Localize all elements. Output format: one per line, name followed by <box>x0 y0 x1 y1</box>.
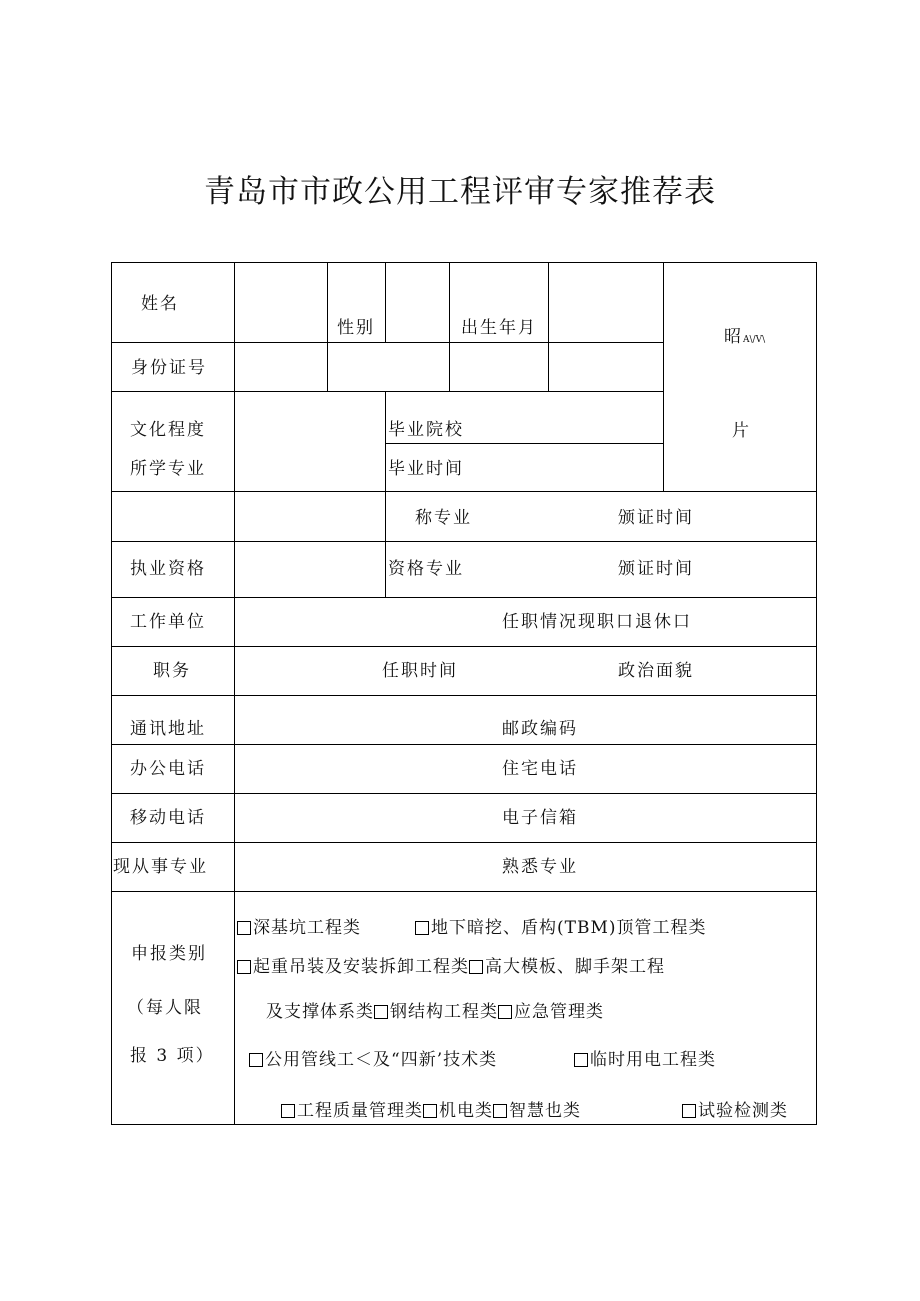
row-line <box>111 342 664 343</box>
label-limit-1: （每人限 <box>127 998 203 1018</box>
row-line <box>111 541 817 542</box>
row-line <box>111 842 817 843</box>
row-line <box>111 744 817 745</box>
category-label: 钢结构工程类 <box>390 1002 498 1022</box>
label-birth: 出生年月 <box>461 318 537 338</box>
category-label: 高大模板、脚手架工程 <box>485 957 665 977</box>
category-label: 起重吊装及安装拆卸工程类 <box>253 957 469 977</box>
category-line-5 <box>281 1101 581 1121</box>
label-postcode: 邮政编码 <box>502 719 578 739</box>
label-political: 政治面貌 <box>618 661 694 681</box>
checkbox[interactable] <box>237 960 251 974</box>
col-line <box>385 262 386 342</box>
row-line <box>385 443 664 444</box>
checkbox[interactable] <box>237 921 251 935</box>
table-border-bottom <box>111 1124 817 1125</box>
label-education: 文化程度 <box>130 420 206 440</box>
checkbox[interactable] <box>493 1104 507 1118</box>
row-line <box>111 793 817 794</box>
category-line-1 <box>237 918 361 938</box>
checkbox[interactable] <box>415 921 429 935</box>
checkbox[interactable] <box>374 1005 388 1019</box>
checkbox[interactable] <box>423 1104 437 1118</box>
label-office-phone: 办公电话 <box>130 759 206 779</box>
page-title: 青岛市市政公用工程评审专家推荐表 <box>204 174 716 210</box>
row-line <box>111 597 817 598</box>
col-line <box>234 262 235 1125</box>
label-employer: 工作单位 <box>130 612 206 632</box>
checkbox[interactable] <box>249 1053 263 1067</box>
col-line <box>385 391 386 597</box>
label-title-major: 称专业 <box>415 508 472 528</box>
label-home-phone: 住宅电话 <box>502 759 578 779</box>
row-line <box>111 391 664 392</box>
table-border-top <box>111 262 817 263</box>
checkbox[interactable] <box>469 960 483 974</box>
checkbox[interactable] <box>498 1005 512 1019</box>
label-email: 电子信箱 <box>502 808 578 828</box>
label-position-time: 任职时间 <box>382 661 458 681</box>
row-line <box>111 695 817 696</box>
label-familiar-major: 熟悉专业 <box>502 857 578 877</box>
photo-top-char: 昭 <box>724 327 743 347</box>
table-border-right <box>816 262 817 1125</box>
category-label: 应急管理类 <box>514 1002 604 1022</box>
label-mobile: 移动电话 <box>130 808 206 828</box>
label-gender: 性别 <box>337 318 375 338</box>
label-cert-time-2: 颁证时间 <box>618 559 694 579</box>
col-line <box>548 262 549 391</box>
checkbox[interactable] <box>682 1104 696 1118</box>
label-status: 任职情况现职口退休口 <box>502 612 692 632</box>
category-line-3 <box>266 1002 604 1022</box>
label-name: 姓名 <box>141 294 179 314</box>
row-line <box>111 646 817 647</box>
row-line <box>111 491 817 492</box>
label-cert-time-1: 颁证时间 <box>618 508 694 528</box>
category-label: 临时用电工程类 <box>590 1050 716 1070</box>
category-line-4 <box>249 1050 497 1070</box>
category-label: 工程质量管理类 <box>297 1101 423 1121</box>
label-limit-2: 报 3 项） <box>130 1046 215 1066</box>
category-label: 地下暗挖、盾构(TBM)顶管工程类 <box>431 918 707 938</box>
col-line <box>663 262 664 491</box>
label-grad-time: 毕业时间 <box>388 459 464 479</box>
label-qual-major: 资格专业 <box>388 559 464 579</box>
category-line-1b <box>415 918 707 938</box>
label-major: 所学专业 <box>130 459 206 479</box>
category-label: 机电类 <box>439 1101 493 1121</box>
label-apply-category: 申报类别 <box>131 944 207 964</box>
label-qualification: 执业资格 <box>130 559 206 579</box>
category-line-4b <box>574 1050 716 1070</box>
photo-top-small: A\/V\ <box>743 335 766 345</box>
label-photo-bottom: 片 <box>732 421 751 441</box>
category-label: 公用管线工＜及“四新’技术类 <box>265 1050 498 1070</box>
label-photo-top <box>724 327 765 350</box>
category-label: 及支撑体系类 <box>266 1002 374 1022</box>
label-id-no: 身份证号 <box>131 358 207 378</box>
category-line-2 <box>237 957 665 977</box>
col-line <box>327 262 328 391</box>
label-position: 职务 <box>153 661 191 681</box>
checkbox[interactable] <box>574 1053 588 1067</box>
col-line <box>449 262 450 391</box>
category-line-5b <box>682 1101 788 1121</box>
category-label: 智慧也类 <box>509 1101 581 1121</box>
row-line <box>111 891 817 892</box>
label-address: 通讯地址 <box>130 719 206 739</box>
category-label: 试验检测类 <box>698 1101 788 1121</box>
category-label: 深基坑工程类 <box>253 918 361 938</box>
label-current-major: 现从事专业 <box>113 857 208 877</box>
checkbox[interactable] <box>281 1104 295 1118</box>
label-school: 毕业院校 <box>388 420 464 440</box>
